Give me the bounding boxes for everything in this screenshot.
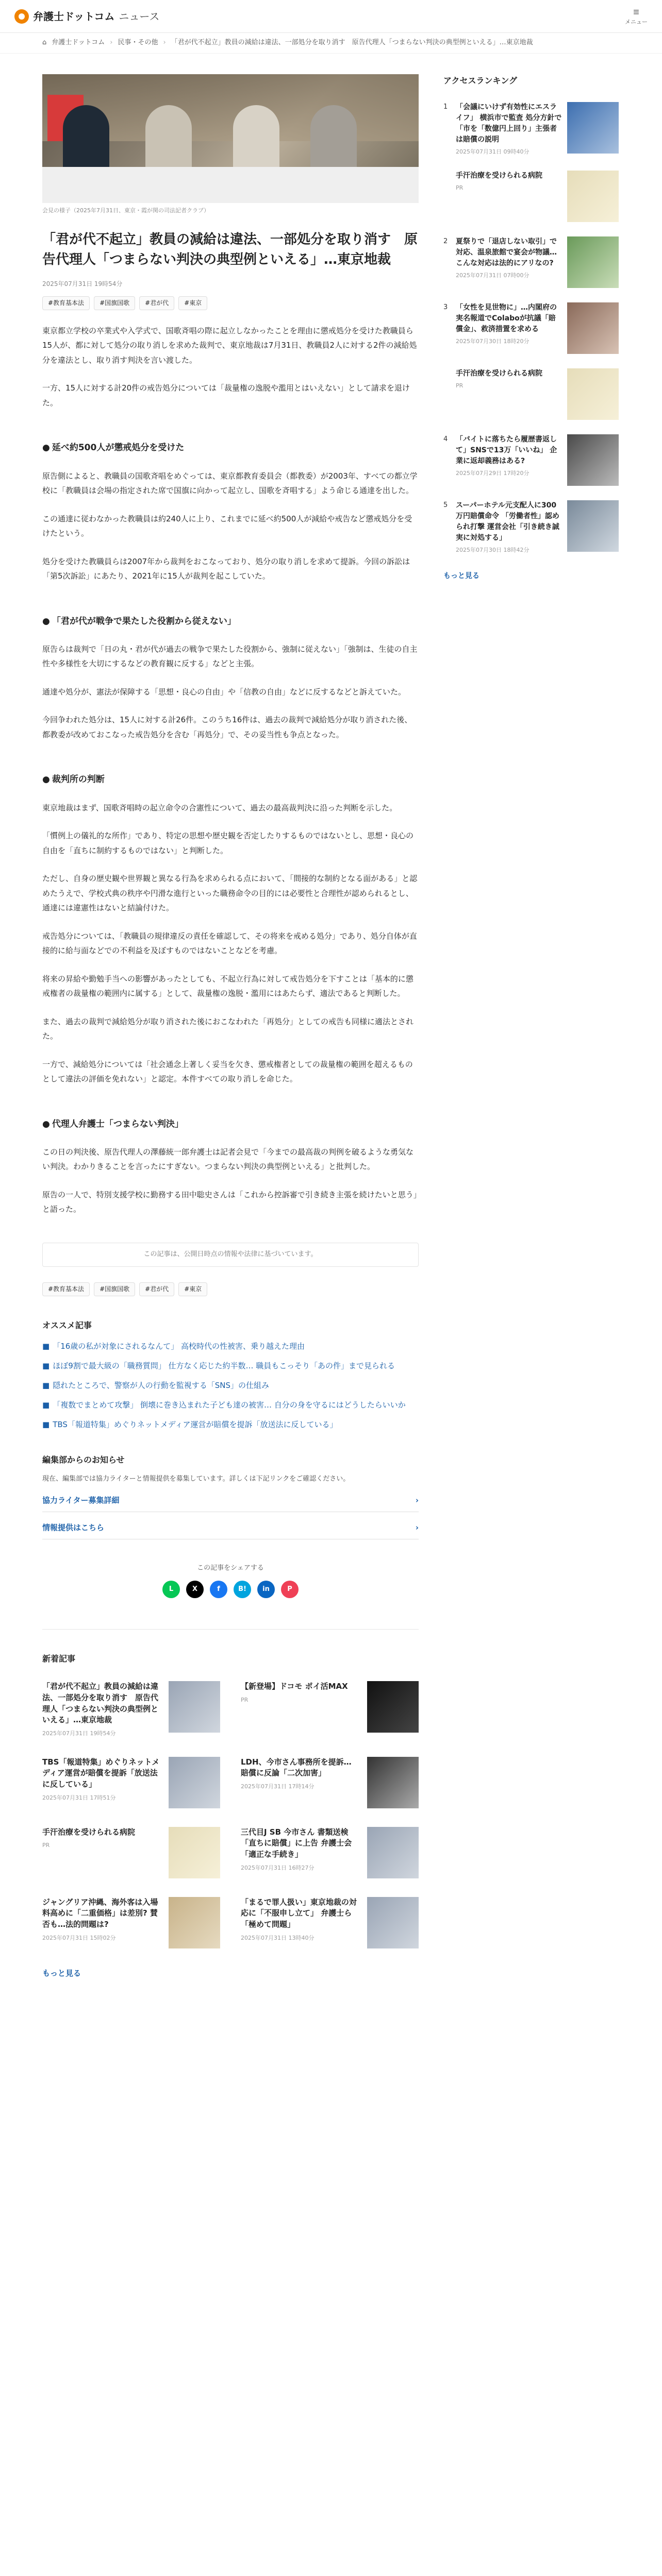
new-article-date: 2025年07月31日 15時02分 bbox=[42, 1934, 116, 1941]
recommend-link[interactable]: ■ 「16歳の私が対象にされるなんて」 高校時代の性被害、乗り越えた理由 bbox=[42, 1340, 419, 1352]
new-article-item[interactable] bbox=[241, 1757, 419, 1808]
tag[interactable]: #教育基本法 bbox=[42, 296, 90, 310]
ranking-item-title: 手汗治療を受けられる病院 bbox=[456, 172, 542, 180]
tag[interactable]: #君が代 bbox=[139, 296, 174, 310]
ranking-thumbnail bbox=[567, 368, 619, 420]
ranking-thumbnail bbox=[567, 302, 619, 354]
new-article-item[interactable] bbox=[241, 1681, 419, 1738]
editorial-text: 現在、編集部では協力ライターと情報提供を募集しています。詳しくは下記リンクをご確認ください。 bbox=[42, 1475, 350, 1483]
new-article-title: 【新登場】ドコモ ポイ活MAX bbox=[241, 1682, 348, 1691]
ranking-item[interactable] bbox=[443, 236, 619, 288]
ranking-number: 2 bbox=[443, 238, 448, 246]
new-article-title: 「君が代不起立」教員の減給は違法、一部処分を取り消す 原告代理人「つまらない判決の典型例といえる」…東京地裁 bbox=[42, 1682, 159, 1725]
new-article-thumbnail bbox=[169, 1897, 220, 1948]
new-article-thumbnail bbox=[169, 1757, 220, 1808]
ranking-item[interactable] bbox=[443, 434, 619, 486]
ranking-item[interactable] bbox=[443, 302, 619, 354]
article-paragraph: 通達や処分が、憲法が保障する「思想・良心の自由」や「信教の自由」などに反するなどと訴えていた。 bbox=[42, 687, 406, 697]
article-paragraph: また、過去の裁判で減給処分が取り消された後におこなわれた「再処分」としての戒告も同様に適法とされた。 bbox=[42, 1016, 414, 1041]
article-paragraph: 「慣例上の儀礼的な所作」であり、特定の思想や歴史観を否定したりするものではないとし、思想・良心の自由を「直ちに制約するものではない」と判断した。 bbox=[42, 831, 414, 855]
ranking-item-date: 2025年07月31日 07時00分 bbox=[456, 272, 529, 279]
page-layout bbox=[0, 54, 662, 1979]
ranking-item-title: 手汗治療を受けられる病院 bbox=[456, 369, 542, 378]
home-icon: ⌂ bbox=[42, 39, 47, 47]
new-article-date: 2025年07月31日 19時54分 bbox=[42, 1730, 116, 1737]
ranking-title: アクセスランキング bbox=[443, 76, 518, 86]
ranking-thumbnail bbox=[567, 500, 619, 552]
hero-caption: 会見の様子（2025年7月31日、東京・霞が関の司法記者クラブ） bbox=[42, 207, 210, 214]
recommend-list bbox=[42, 1340, 419, 1431]
article-paragraph: 処分を受けた教職員らは2007年から裁判をおこなっており、処分の取り消しを求めて提訴。今回の訴訟は「第5次訴訟」にあたり、2021年に15人が裁判を起こしていた。 bbox=[42, 556, 410, 581]
article-paragraph: この通達に従わなかった教職員は約240人に上り、これまでに延べ約500人が減給や戒告など懲戒処分を受けたという。 bbox=[42, 514, 412, 538]
new-article-thumbnail bbox=[367, 1757, 419, 1808]
ranking-item-title: 「会議にいけず有効性にエスライフ」 横浜市で監査 処分方針で「市を「数億円上回り」主張者は賠償の説明 bbox=[456, 103, 562, 144]
breadcrumb-separator-icon: › bbox=[110, 39, 113, 47]
ranking-item-date: 2025年07月30日 18時42分 bbox=[456, 547, 529, 554]
logo-text: 弁護士ドットコム bbox=[33, 10, 115, 23]
ranking-item[interactable] bbox=[443, 500, 619, 555]
article-paragraph: 原告の一人で、特別支援学校に勤務する田中聡史さんは「これから控訴審で引き続き主張を続けたいと思う」と語った。 bbox=[42, 1190, 418, 1214]
article-paragraph: 将来の昇給や勤勉手当への影響があったとしても、不起立行為に対して戒告処分を下すことは「基本的に懲戒権者の裁量権の範囲内に属する」として、裁量権の逸脱・濫用にはあたらず、適法であると判断した。 bbox=[42, 974, 413, 998]
tag[interactable]: #東京 bbox=[178, 296, 207, 310]
section-heading: ● 「君が代が戦争で果たした役割から従えない」 bbox=[42, 615, 419, 629]
new-article-item[interactable] bbox=[42, 1757, 220, 1808]
ranking-thumbnail bbox=[567, 434, 619, 486]
ranking-item-title: スーパーホテル元支配人に300万円賠償命令 「労働者性」認められ打撃 運営会社「引き続き誠実に対処する」 bbox=[456, 501, 559, 543]
breadcrumb-item[interactable]: 弁護士ドットコム bbox=[52, 39, 105, 47]
ranking-item-date: PR bbox=[456, 184, 464, 192]
new-article-title: TBS「報道特集」めぐりネットメディア運営が賠償を提訴「放送法に反している」 bbox=[42, 1757, 160, 1789]
breadcrumb bbox=[0, 33, 662, 54]
new-article-thumbnail bbox=[367, 1681, 419, 1733]
article-paragraph: 東京地裁はまず、国歌斉唱時の起立命令の合憲性について、過去の最高裁判決に沿った判断を示した。 bbox=[42, 803, 398, 812]
article-paragraph: 原告らは裁判で「日の丸・君が代が過去の戦争で果たした役割から、強制に従えない」「強制は、生徒の自主性や多様性を大切にするなどの教育観に反する」などと主張。 bbox=[42, 644, 418, 669]
site-header bbox=[0, 0, 662, 33]
new-article-item[interactable] bbox=[42, 1681, 220, 1738]
share-line-button[interactable]: L bbox=[162, 1581, 180, 1598]
menu-label: メニュー bbox=[625, 19, 648, 25]
new-article-title: 「まるで罪人扱い」東京地裁の対応に「不服申し立て」 弁護士ら「極めて問題」 bbox=[241, 1897, 357, 1929]
editorial-title: 編集部からのお知らせ bbox=[42, 1455, 125, 1465]
writer-recruit-link[interactable] bbox=[42, 1485, 419, 1512]
ranking-ad-item[interactable] bbox=[443, 368, 619, 420]
new-article-title: ジャングリア沖縄、海外客は入場料高めに「二重価格」は差別? 賛否も…法的問題は? bbox=[42, 1897, 158, 1929]
section-heading: ● 裁判所の判断 bbox=[42, 773, 419, 787]
menu-button[interactable] bbox=[625, 7, 648, 26]
new-article-item[interactable] bbox=[42, 1827, 220, 1878]
ranking-number bbox=[443, 171, 451, 222]
ranking-item-title: 夏祭りで「退店しない取引」で対応、温泉旅館で宴会が物議… こんな対応は法的にアリなの? bbox=[456, 238, 557, 268]
article-paragraph: 原告側によると、教職員の国歌斉唱をめぐっては、東京都教育委員会（都教委）が2003年、すべての都立学校に「教職員は会場の指定された席で国旗に向かって起立し、国歌を斉唱する」よう命じる通達を出した。 bbox=[42, 471, 418, 496]
new-article-title: 手汗治療を受けられる病院 bbox=[42, 1827, 136, 1837]
new-article-item[interactable] bbox=[241, 1827, 419, 1878]
share-hatena-button[interactable]: B! bbox=[234, 1581, 251, 1598]
ranking-number: 5 bbox=[443, 501, 448, 510]
logo-mark-icon bbox=[14, 9, 29, 24]
breadcrumb-item[interactable]: 民事・その他 bbox=[118, 39, 158, 47]
share-linkedin-button[interactable]: in bbox=[257, 1581, 275, 1598]
article-title: 「君が代不起立」教員の減給は違法、一部処分を取り消す 原告代理人「つまらない判決の典型例といえる」…東京地裁 bbox=[42, 231, 418, 267]
tag[interactable]: #国旗国歌 bbox=[94, 296, 135, 310]
recommend-link[interactable]: ■ ほぼ9割で最大級の「職務質問」 仕方なく応じた約半数… 職員もこっそり「あの件」まで見られる bbox=[42, 1360, 419, 1372]
share-buttons bbox=[42, 1581, 419, 1598]
chevron-right-icon: › bbox=[415, 1522, 419, 1532]
ranking-item[interactable] bbox=[443, 102, 619, 157]
article-paragraph: 戒告処分については、「教職員の規律違反の責任を確認して、その将来を戒める処分」であり、処分自体が直接的に給与面などでの不利益を及ぼすものではないことなどを考慮。 bbox=[42, 931, 417, 956]
share-facebook-button[interactable]: f bbox=[210, 1581, 227, 1598]
tag[interactable]: #教育基本法 bbox=[42, 1282, 90, 1296]
ranking-thumbnail bbox=[567, 102, 619, 154]
logo-suffix: ニュース bbox=[119, 10, 160, 23]
breadcrumb-current: 「君が代不起立」教員の減給は違法、一部処分を取り消す 原告代理人「つまらない判決の典型例といえる」…東京地裁 bbox=[171, 39, 533, 47]
hero-image bbox=[42, 74, 419, 203]
hamburger-icon: ≡ bbox=[633, 6, 639, 18]
article-paragraph: 今回争われた処分は、15人に対する計26件。このうち16件は、過去の裁判で減給処分が取り消された後、都教委が改めておこなった戒告処分を含む「再処分」で、その妥当性も争点となった。 bbox=[42, 715, 412, 739]
link-label: 情報提供はこちら bbox=[42, 1522, 105, 1532]
breadcrumb-separator-icon: › bbox=[163, 39, 166, 47]
article-date: 2025年07月31日 19時54分 bbox=[42, 280, 123, 287]
recommend-link[interactable]: ■ 「複数でまとめて攻撃」 倒壊に巻き込まれた子ども達の被害… 自分の身を守るにはどうしたらいいか bbox=[42, 1399, 419, 1411]
ranking-item-date: 2025年07月31日 09時40分 bbox=[456, 148, 529, 155]
section-heading: ● 代理人弁護士「つまらない判決」 bbox=[42, 1117, 419, 1131]
new-articles-title: 新着記事 bbox=[42, 1654, 76, 1664]
new-article-thumbnail bbox=[367, 1827, 419, 1878]
new-article-date: 2025年07月31日 13時40分 bbox=[241, 1934, 315, 1941]
tag[interactable]: #東京 bbox=[178, 1282, 207, 1296]
ranking-item-title: 「バイトに落ちたら履歴書返して」SNSで13万「いいね」 企業に返却義務はある? bbox=[456, 435, 557, 466]
divider bbox=[42, 1629, 419, 1630]
share-pocket-button[interactable]: P bbox=[281, 1581, 299, 1598]
new-article-title: LDH、今市さん事務所を提訴… 賠償に反論「二次加害」 bbox=[241, 1757, 352, 1778]
tag-list-bottom bbox=[42, 1282, 419, 1296]
ranking-more-link[interactable]: もっと見る bbox=[443, 571, 479, 580]
new-article-date: 2025年07月31日 17時14分 bbox=[241, 1783, 315, 1790]
ranking-item-title: 「女性を見世物に」…内閣府の実名報道でColaboが抗議「賠償金」、救済措置を求める bbox=[456, 303, 557, 334]
article-paragraph: ただし、自身の歴史観や世界観と異なる行為を求められる点において、「間接的な制約となる面がある」と認めたうえで、学校式典の秩序や円滑な進行といった職務命令の目的には必要性と合理性が認められるとし、通達には違憲性はないと結論付けた。 bbox=[42, 874, 418, 913]
article-paragraph: この日の判決後、原告代理人の澤藤統一郎弁護士は記者会見で「今までの最高裁の判例を破るような勇気ない判決。わかりきることを言ったにすぎない。つまらない判決の典型例といえる」と批判した。 bbox=[42, 1147, 414, 1172]
ranking-number: 1 bbox=[443, 103, 448, 111]
new-articles-more-link[interactable]: もっと見る bbox=[42, 1968, 81, 1978]
share-x-button[interactable]: X bbox=[186, 1581, 204, 1598]
legal-note: この記事は、公開日時点の情報や法律に基づいています。 bbox=[42, 1243, 419, 1267]
new-articles-grid bbox=[42, 1681, 419, 1948]
tag[interactable]: #国旗国歌 bbox=[94, 1282, 135, 1296]
ranking-thumbnail bbox=[567, 236, 619, 288]
new-article-thumbnail bbox=[367, 1897, 419, 1948]
ranking-item-date: 2025年07月29日 17時20分 bbox=[456, 470, 529, 477]
article-paragraph: 一方、15人に対する計20件の戒告処分については「裁量権の逸脱や濫用とはいえない」として請求を退けた。 bbox=[42, 383, 410, 408]
new-article-item[interactable] bbox=[241, 1897, 419, 1948]
article-main bbox=[42, 74, 419, 1979]
tag[interactable]: #君が代 bbox=[139, 1282, 174, 1296]
new-article-date: 2025年07月31日 16時27分 bbox=[241, 1864, 315, 1871]
new-article-thumbnail bbox=[169, 1827, 220, 1878]
new-article-date: PR bbox=[241, 1696, 249, 1703]
ranking-ad-item[interactable] bbox=[443, 171, 619, 222]
new-article-date: PR bbox=[42, 1842, 50, 1849]
new-article-title: 三代目J SB 今市さん 書類送検「直ちに賠償」に上告 弁護士会「適正な手続き」 bbox=[241, 1827, 352, 1859]
link-label: 協力ライター募集詳細 bbox=[42, 1495, 120, 1505]
recommend-link[interactable]: ■ TBS「報道特集」めぐりネットメディア運営が賠償を提訴「放送法に反している」 bbox=[42, 1418, 419, 1431]
sidebar bbox=[443, 74, 619, 1979]
new-article-thumbnail bbox=[169, 1681, 220, 1733]
new-article-date: 2025年07月31日 17時51分 bbox=[42, 1794, 116, 1801]
ranking-item-date: PR bbox=[456, 382, 464, 389]
article-paragraph: 一方で、減給処分については「社会通念上著しく妥当を欠き、懲戒権者としての裁量権の範囲を超えるものとして違法の評価を免れない」と認定。本件すべての取り消しを命じた。 bbox=[42, 1059, 413, 1084]
ranking-number: 3 bbox=[443, 303, 448, 312]
recommend-title: オススメ記事 bbox=[42, 1320, 92, 1330]
section-heading: ● 延べ約500人が懲戒処分を受けた bbox=[42, 441, 419, 455]
new-article-item[interactable] bbox=[42, 1897, 220, 1948]
ranking-thumbnail bbox=[567, 171, 619, 222]
recommend-link[interactable]: ■ 隠れたところで、警察が人の行動を監視する「SNS」の仕組み bbox=[42, 1379, 419, 1392]
ranking-item-date: 2025年07月30日 18時20分 bbox=[456, 338, 529, 345]
share-label: この記事をシェアする bbox=[197, 1564, 264, 1572]
ranking-number bbox=[443, 368, 451, 420]
site-logo[interactable] bbox=[14, 8, 159, 25]
article-paragraph: 東京都立学校の卒業式や入学式で、国歌斉唱の際に起立しなかったことを理由に懲戒処分を受けた教職員ら15人が、都に対して処分の取り消しを求めた裁判で、東京地裁は7月31日、教職員2人に対する2件の減給処分を違法とし、取り消す判決を言い渡した。 bbox=[42, 326, 417, 365]
tag-list bbox=[42, 296, 419, 310]
tip-submit-link[interactable] bbox=[42, 1512, 419, 1539]
chevron-right-icon: › bbox=[415, 1495, 419, 1505]
ranking-number: 4 bbox=[443, 435, 448, 444]
